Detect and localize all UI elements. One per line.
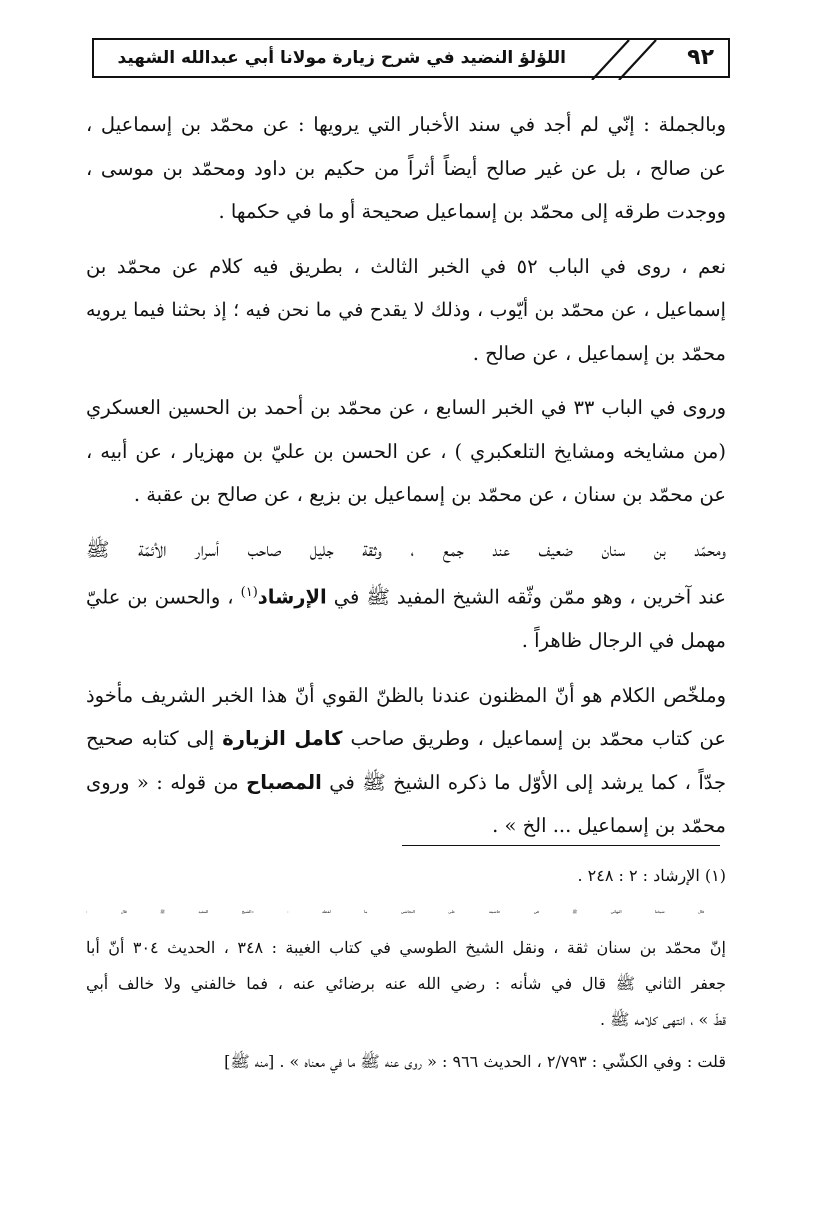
text-segment: إلى كتابه صحيح <box>86 727 215 750</box>
text-line: وروى في الباب ٣٣ في الخبر السابع ، عن محمّد بن أحمد بن الحسين العسكري <box>86 396 726 419</box>
text-line: ومحمّد بن سنان ضعيف عند جمع ، وثقة جليل صاحب أسرار الأئمّة ﷺ <box>86 537 726 561</box>
text-line <box>86 717 726 761</box>
footnote-separator <box>402 845 720 846</box>
footnote-reference: (١) الإرشاد : ٢ : ٢٤٨ . <box>577 866 726 885</box>
text-line: إسماعيل ، عن محمّد بن أيّوب ، وذلك لا يقدح في ما نحن فيه ؛ إذ بحثنا فيما يرويه <box>86 298 726 321</box>
footnotes <box>86 858 726 1080</box>
footnote-line: إنّ محمّد بن سنان ثقة ، ونقل الشيخ الطوسي في كتاب الغيبة : ٣٤٨ ، الحديث ٣٠٤ أنّ أبا <box>86 938 727 957</box>
text-line: (من مشايخه ومشايخ التلعكبري ) ، عن الحسن بن عليّ بن مهزيار ، عن أبيه ، <box>86 439 726 463</box>
text-segment: ، والحسن بن عليّ <box>86 585 234 609</box>
footnote-line: قال شيخنا البهائي ﷺ في حاشيته على النجاشي ما لفظه : «الشيخ المفيد ﷺ قال : <box>86 909 705 914</box>
text-line: وبالجملة : إنّي لم أجد في سند الأخبار التي يرويها : عن محمّد بن إسماعيل ، <box>86 113 726 136</box>
text-segment: عن كتاب محمّد بن إسماعيل ، وطريق صاحب <box>350 727 727 750</box>
text-line: وملخّص الكلام هو أنّ المظنون عندنا بالظنّ القوي أنّ هذا الخبر الشريف مأخوذ <box>86 683 726 707</box>
text-line: عن صالح ، بل عن غير صالح أيضاً أثراً من حكيم بن داود ومحمّد بن موسى ، <box>86 156 726 180</box>
footnote-line: جعفر الثاني ﷺ قال في شأنه : رضي الله عنه برضائي عنه ، فما خالفني ولا خالف أبي <box>86 974 727 993</box>
text-line: ووجدت طرقه إلى محمّد بن إسماعيل صحيحة أو ما في حكمها . <box>218 200 726 223</box>
text-segment: من قوله : « وروى <box>86 770 239 794</box>
book-title-kamil: كامل الزيارة <box>222 727 343 750</box>
running-title: اللؤلؤ النضيد في شرح زيارة مولانا أبي عبدالله الشهيد <box>117 48 566 68</box>
main-text <box>86 103 726 859</box>
book-title-misbah: المصباح <box>246 770 322 794</box>
text-line <box>86 571 726 619</box>
text-segment: جدّاً ، كما يرشد إلى الأوّل ما ذكره الشيخ ﷺ في <box>329 770 727 794</box>
page-number: ٩٢ <box>687 45 714 70</box>
text-line <box>86 761 726 805</box>
paragraph-5 <box>86 674 726 848</box>
paragraph-2 <box>86 245 726 376</box>
text-segment: عند آخرين ، وهو ممّن وثّقه الشيخ المفيد ﷺ في <box>333 585 726 609</box>
running-header <box>92 38 730 78</box>
text-line: نعم ، روى في الباب ٥٢ في الخبر الثالث ، بطريق فيه كلام عن محمّد بن <box>86 254 726 278</box>
paragraph-1 <box>86 103 726 234</box>
book-title-irshad: الإرشاد <box>257 585 327 609</box>
text-line: محمّد بن إسماعيل ، عن صالح . <box>472 341 726 365</box>
text-line: محمّد بن إسماعيل ... الخ » . <box>492 814 726 837</box>
footnote-line: قطّ » ، انتهى كلامه ﷺ . <box>599 1010 726 1029</box>
paragraph-3 <box>86 386 726 517</box>
text-line: مهمل في الرجال ظاهراً . <box>521 629 726 652</box>
paragraph-4 <box>86 528 726 663</box>
text-line: عن محمّد بن سنان ، عن محمّد بن إسماعيل بن بزيع ، عن صالح بن عقبة . <box>133 483 726 506</box>
footnote-author-note: قلت : وفي الكشّي : ٢/٧٩٣ ، الحديث ٩٦٦ : « روى عنه ﷺ ما في معناه » . [منه ﷺ] <box>224 1052 726 1071</box>
footnote-marker: (١) <box>240 585 258 600</box>
